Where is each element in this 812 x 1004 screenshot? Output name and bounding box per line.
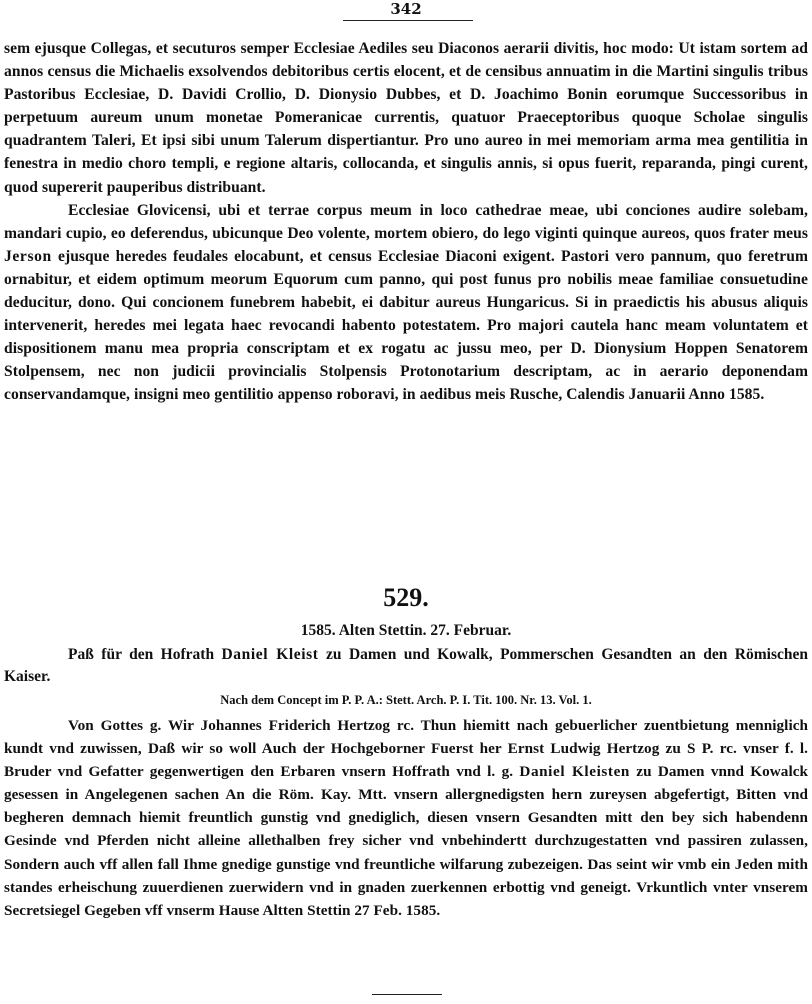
page-number: 342 (390, 0, 422, 18)
latin-name-jerson: Jerson (4, 247, 52, 265)
footer-rule (372, 994, 442, 995)
latin-paragraph-2-part-a: Ecclesiae Glovicensi, ubi et terrae corpus meum in loco cathedrae meae, ubi conciones audire solebam, mandari cupio, eo deferendus, ubicunque Deo volente, mortem obiero, do lego viginti quinque aureos, quos frater meus (4, 201, 808, 242)
latin-text-block (4, 37, 808, 407)
document-date: 1585. Alten Stettin. 27. Februar. (300, 622, 512, 639)
header-rule (343, 20, 473, 21)
latin-paragraph-2 (4, 199, 808, 407)
document-title-part-a: Paß für den Hofrath (68, 646, 222, 663)
document-number: 529. (383, 583, 429, 612)
document-text-block (4, 714, 808, 922)
document-text-part-a: Von Gottes g. Wir Johannes Friderich Hertzog rc. Thun hiemitt nach gebuerlicher zuentbietung menniglich kundt vnd zuwissen, Daß wir so woll Auch der Hochgeborner Fuerst her Ernst Ludwig Hertzog zu S P. rc. vnser f. l. Bruder vnd Gefatter gegenwertigen den Erbaren vnsern Hoffrath vnd l. g. (4, 717, 808, 781)
document-title-part-b: zu Damen und Kowalk, Pommerschen Gesandten an den Römischen Kaiser. (4, 646, 808, 685)
document-text-paragraph (4, 714, 808, 922)
latin-paragraph-2-part-b: ejusque heredes feudales elocabunt, et census Ecclesiae Diaconi exigent. Pastori vero pannum, quo feretrum ornabitur, et eidem optimum meorum Equorum cum panno, qui post funus pro nobilis meae familiae consuetudine deducitur, dono. Qui concionem funebrem habebit, ei dabitur aureus Hungaricus. Si in praedictis his abusus aliquis intervenerit, heredes mei legata haec revocandi habento potestatem. Pro majori cautela hanc meam voluntatem et dispositionem manu mea propria conscriptam et ex rogatu ac jussu meo, per D. Dionysium Hoppen Senatorem Stolpensem, nec non judicii provincialis Stolpensis Protonotarium descriptam, ac in aerario deponendam conservandamque, insigni meo gentilitio appenso roboravi, in aedibus meis Rusche, Calendis Januarii Anno 1585. (4, 247, 808, 404)
document-text-part-b: zu Damen vnnd Kowalck gesessen in Angelegenen sachen An die Röm. Kay. Mtt. vnsern allergnedigsten hern zureysen abgefertigt, Bitten vnd begheren demnach hiemit freuntlich gunstig vnd gnediglich, diesen vnsern Gesandten mitt den bey sich habendenn Gesinde vnd Pferden nicht alleine allethalben frey sicher vnd vnbehindertt durchzugestatten vnd passiren zulassen, Sondern auch vff allen fall Ihme gnedige gunstige vnd freuntliche wilfarung zubezeigen. Das seint wir vmb ein Jeden mith standes erheischung zuuerdienen zuerwidern vnd in gnaden zuerkennen erbottig vnd geneigt. Vrkuntlich vnter vnserem Secretsiegel Gegeben vff vnserm Hause Altten Stettin 27 Feb. 1585. (4, 763, 809, 919)
latin-paragraph-1: sem ejusque Collegas, et secuturos semper Ecclesiae Aediles seu Diaconos aerarii divitis, hoc modo: Ut istam sortem ad annos census die Michaelis exsolvendos debitoribus certis elocent, et de censibus annuatim in die Martini singulis tribus Pastoribus Ecclesiae, D. Davidi Crollio, D. Dionysio Dubbes, et D. Joachimo Bonin eorumque Successoribus in perpetuum aureum unum monetae Pomeranicae currentis, quatuor Praeceptoribus quoque Scholae singulis quadrantem Taleri, Et ipsi sibi unum Talerum dispertiantur. Pro uno aureo in mei memoriam arma mea gentilitia in fenestra in medio choro templi, e regione altaris, collocanda, et singulis annis, si opus fuerit, reparanda, pingi curent, quod supererit pauperibus distribuant. (4, 40, 808, 196)
document-title (4, 644, 808, 688)
document-title-name: Daniel Kleist (221, 646, 319, 663)
document-title-line (4, 644, 808, 688)
document-source: Nach dem Concept im P. P. A.: Stett. Arch. P. I. Tit. 100. Nr. 13. Vol. 1. (220, 693, 592, 707)
document-text-name: Daniel Kleisten (519, 763, 630, 781)
